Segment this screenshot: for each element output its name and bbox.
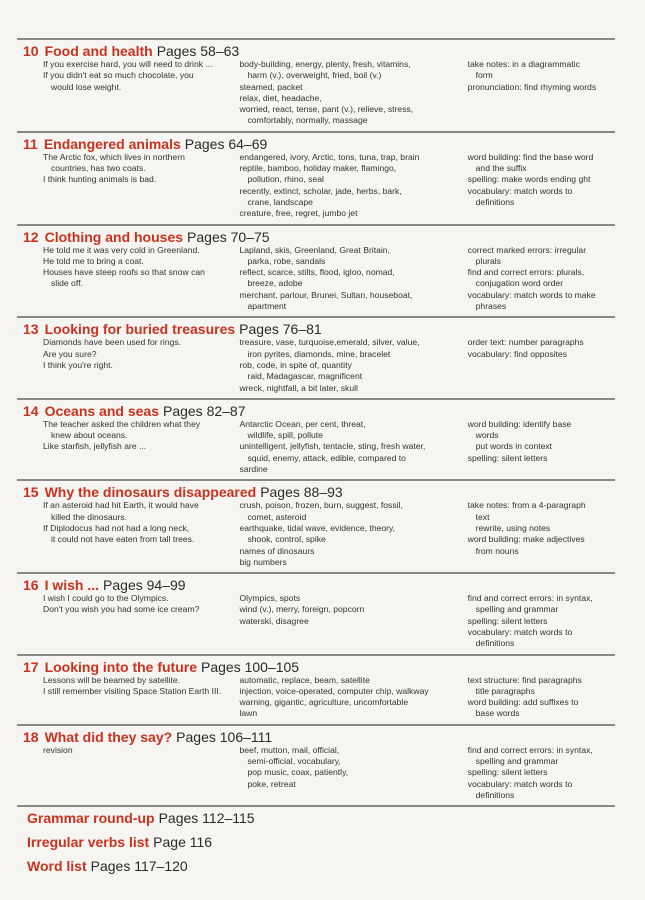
language-structures-column [23, 152, 239, 220]
text-line: pop music, coax, patiently, [247, 767, 349, 778]
text-line: body-building, energy, plenty, fresh, vitamins, [239, 59, 411, 69]
unit-columns [23, 245, 615, 313]
skills-column [454, 419, 615, 475]
text-line: Lessons will be beamed by satellite. [43, 674, 181, 685]
text-line: vocabulary: match words to [467, 626, 573, 637]
unit-number: 18 [23, 728, 39, 745]
unit-pages: Pages 100–105 [201, 658, 300, 675]
extra-section-heading [27, 855, 615, 879]
language-structures-column [23, 745, 239, 801]
unit-columns [23, 337, 615, 393]
unit-section [17, 224, 615, 317]
extra-section-heading [27, 807, 615, 831]
vocabulary-column [239, 245, 453, 313]
language-structures-column [23, 500, 239, 568]
unit-section [17, 38, 615, 131]
unit-title: Looking into the future [44, 658, 197, 675]
unit-columns [23, 675, 615, 720]
extra-pages: Page 116 [153, 834, 213, 851]
text-line: comfortably, normally, massage [247, 115, 368, 126]
language-structures-column [23, 337, 239, 393]
unit-number: 11 [23, 135, 38, 152]
extra-title: Word list [27, 858, 87, 875]
text-line: shook, control, spike [247, 534, 326, 545]
unit-pages: Pages 106–111 [176, 728, 273, 745]
text-line: words [475, 430, 499, 441]
text-line: unintelligent, jellyfish, tentacle, sting, fresh water, [239, 441, 426, 452]
units-list [17, 38, 615, 805]
unit-heading [23, 136, 615, 152]
text-line: spelling: silent letters [467, 452, 548, 463]
text-line: big numbers [239, 556, 287, 567]
text-line: word building: identify base [467, 418, 572, 429]
text-line: squid, enemy, attack, edible, compared to [247, 452, 406, 463]
language-structures-column [23, 59, 239, 127]
vocabulary-column [239, 337, 453, 393]
vocabulary-column [239, 593, 453, 649]
unit-heading [23, 659, 615, 675]
text-line: word building: make adjectives [467, 534, 585, 545]
text-line: from nouns [475, 545, 519, 556]
text-line: plurals [475, 255, 501, 266]
text-line: vocabulary: match words to make [467, 289, 596, 300]
text-line: raid, Madagascar, magnificent [247, 371, 363, 382]
unit-columns [23, 745, 615, 801]
text-line: reptile, bamboo, holiday maker, flamingo, [239, 163, 397, 174]
unit-number: 17 [23, 658, 39, 675]
unit-section [17, 572, 615, 653]
text-line: conjugation word order [475, 278, 564, 289]
text-line: title paragraphs [475, 685, 535, 696]
text-line: word building: find the base word [467, 151, 594, 162]
text-line: wreck, nightfall, a bit later, skull [239, 382, 358, 393]
unit-title: Clothing and houses [44, 228, 184, 245]
skills-column [454, 745, 615, 801]
text-line: would lose weight. [51, 81, 122, 92]
text-line: waterski, disagree [239, 615, 309, 626]
text-line: endangered, ivory, Arctic, tons, tuna, trap, brain [239, 151, 420, 162]
text-line: injection, voice-operated, computer chip, walkway [239, 685, 429, 696]
unit-section [17, 398, 615, 479]
text-line: take notes: from a 4-paragraph [467, 500, 586, 511]
text-line: Houses have steep roofs so that snow can [43, 267, 205, 278]
text-line: Olympics, spots [239, 593, 301, 604]
text-line: spelling: make words ending ght [467, 174, 591, 185]
skills-column [454, 593, 615, 649]
unit-title: What did they say? [44, 728, 173, 745]
skills-column [454, 245, 615, 313]
unit-heading [23, 229, 615, 245]
unit-columns [23, 152, 615, 220]
text-line: merchant, parlour, Brunei, Sultan, houseboat, [239, 289, 413, 300]
text-line: lawn [239, 708, 258, 719]
text-line: pronunciation: find rhyming words [467, 81, 597, 92]
text-line: breeze, adobe [247, 278, 303, 289]
text-line: it could not have eaten from tall trees. [51, 534, 195, 545]
unit-section [17, 654, 615, 724]
vocabulary-column [239, 152, 453, 220]
text-line: steamed, packet [239, 81, 303, 92]
unit-columns [23, 59, 615, 127]
vocabulary-column [239, 59, 453, 127]
contents-table [17, 38, 615, 879]
text-line: creature, free, regret, jumbo jet [239, 208, 358, 219]
language-structures-column [23, 675, 239, 720]
text-line: Don't you wish you had some ice cream? [43, 604, 200, 615]
unit-number: 10 [23, 43, 39, 59]
skills-column [454, 500, 615, 568]
text-line: names of dinosaurs [239, 545, 315, 556]
text-line: warning, gigantic, agriculture, uncomfortable [239, 697, 409, 708]
text-line: wildlife, spill, pollute [247, 430, 323, 441]
text-line: rob, code, in spite of, quantity [239, 359, 352, 370]
text-line: spelling: silent letters [467, 767, 548, 778]
unit-heading [23, 321, 615, 337]
text-line: If you exercise hard, you will need to drink ... [43, 59, 213, 69]
text-line: reflect, scarce, stilts, flood, igloo, nomad, [239, 267, 395, 278]
text-line: comet, asteroid [247, 511, 307, 522]
skills-column [454, 59, 615, 127]
text-line: relax, diet, headache, [239, 92, 322, 103]
text-line: form [475, 70, 493, 81]
unit-number: 16 [23, 577, 39, 594]
unit-title: Food and health [44, 43, 153, 59]
language-structures-column [23, 593, 239, 649]
unit-pages: Pages 94–99 [103, 577, 186, 594]
text-line: I think you're right. [43, 359, 113, 370]
text-line: crane, landscape [247, 196, 313, 207]
extras-list [17, 807, 615, 879]
text-line: worried, react, tense, pant (v.), relieve, stress, [239, 104, 414, 115]
extra-pages: Pages 117–120 [90, 858, 188, 875]
text-line: If you didn't eat so much chocolate, you [43, 70, 194, 81]
text-line: apartment [247, 301, 287, 312]
text-line: put words in context [475, 441, 553, 452]
text-line: sardine [239, 464, 268, 475]
text-line: crush, poison, frozen, burn, suggest, fossil, [239, 500, 403, 511]
text-line: definitions [475, 196, 515, 207]
unit-pages: Pages 58–63 [156, 43, 240, 59]
unit-section [17, 724, 615, 805]
unit-number: 15 [23, 484, 39, 501]
skills-column [454, 337, 615, 393]
unit-title: I wish ... [44, 577, 100, 594]
unit-number: 13 [23, 321, 39, 338]
text-line: countries, has two coats. [51, 163, 146, 174]
text-line: Antarctic Ocean, per cent, threat, [239, 418, 366, 429]
text-line: killed the dinosaurs. [51, 511, 127, 522]
text-line: find and correct errors: plurals, [467, 267, 585, 278]
text-line: spelling and grammar [475, 604, 559, 615]
unit-section [17, 316, 615, 397]
text-line: Diamonds have been used for rings. [43, 337, 182, 348]
text-line: phrases [475, 301, 507, 312]
text-line: The teacher asked the children what they [43, 418, 201, 429]
unit-pages: Pages 88–93 [260, 484, 343, 501]
unit-title: Why the dinosaurs disappeared [44, 484, 257, 501]
unit-pages: Pages 76–81 [239, 321, 322, 338]
vocabulary-column [239, 419, 453, 475]
text-line: revision [43, 744, 73, 755]
text-line: poke, retreat [247, 778, 296, 789]
extra-title: Irregular verbs list [27, 834, 150, 851]
text-line: find and correct errors: in syntax, [467, 744, 593, 755]
text-line: The Arctic fox, which lives in northern [43, 151, 185, 162]
text-line: Like starfish, jellyfish are ... [43, 441, 147, 452]
unit-number: 14 [23, 402, 39, 419]
text-line: spelling and grammar [475, 756, 559, 767]
text-line: I still remember visiting Space Station Earth III. [43, 685, 222, 696]
text-line: find and correct errors: in syntax, [467, 593, 593, 604]
text-line: He told me to bring a coat. [43, 255, 144, 266]
skills-column [454, 675, 615, 720]
text-line: semi-official, vocabulary, [247, 756, 341, 767]
extra-title: Grammar round-up [27, 810, 155, 827]
text-line: slide off. [51, 278, 83, 289]
extra-section-heading [27, 831, 615, 855]
text-line: If Diplodocus had not had a long neck, [43, 522, 190, 533]
unit-number: 12 [23, 228, 39, 245]
text-line: vocabulary: match words to [467, 185, 573, 196]
text-line: parka, robe, sandals [247, 255, 326, 266]
text-line: rewrite, using notes [475, 522, 551, 533]
unit-columns [23, 593, 615, 649]
unit-title: Oceans and seas [44, 402, 159, 419]
unit-section [17, 479, 615, 572]
text-line: definitions [475, 789, 515, 800]
unit-title: Endangered animals [43, 135, 181, 152]
text-line: earthquake, tidal wave, evidence, theory, [239, 522, 396, 533]
text-line: Lapland, skis, Greenland, Great Britain, [239, 244, 390, 255]
text-line: iron pyrites, diamonds, mine, bracelet [247, 348, 391, 359]
language-structures-column [23, 245, 239, 313]
text-line: word building: add suffixes to [467, 697, 579, 708]
text-line: I think hunting animals is bad. [43, 174, 157, 185]
skills-column [454, 152, 615, 220]
language-structures-column [23, 419, 239, 475]
text-line: take notes: in a diagrammatic [467, 59, 580, 69]
unit-heading [23, 729, 615, 745]
text-line: text [475, 511, 490, 522]
text-line: wind (v.), merry, foreign, popcorn [239, 604, 365, 615]
text-line: I wish I could go to the Olympics. [43, 593, 169, 604]
unit-heading [23, 43, 615, 59]
text-line: vocabulary: find opposites [467, 348, 568, 359]
text-line: text structure: find paragraphs [467, 674, 582, 685]
extra-pages: Pages 112–115 [158, 810, 255, 827]
unit-pages: Pages 64–69 [184, 135, 268, 152]
text-line: Are you sure? [43, 348, 97, 359]
text-line: recently, extinct, scholar, jade, herbs, bark, [239, 185, 402, 196]
unit-title: Looking for buried treasures [44, 321, 236, 338]
text-line: knew about oceans. [51, 430, 128, 441]
text-line: beef, mutton, mail, official, [239, 744, 340, 755]
text-line: definitions [475, 638, 515, 649]
text-line: If an asteroid had hit Earth, it would have [43, 500, 199, 511]
unit-heading [23, 577, 615, 593]
unit-heading [23, 403, 615, 419]
unit-pages: Pages 82–87 [162, 402, 246, 419]
unit-columns [23, 500, 615, 568]
text-line: correct marked errors: irregular [467, 244, 587, 255]
vocabulary-column [239, 675, 453, 720]
text-line: base words [475, 708, 520, 719]
text-line: automatic, replace, beam, satellite [239, 674, 370, 685]
text-line: treasure, vase, turquoise,emerald, silver, value, [239, 337, 420, 348]
vocabulary-column [239, 500, 453, 568]
text-line: pollution, rhino, seal [247, 174, 324, 185]
text-line: He told me it was very cold in Greenland. [43, 244, 200, 255]
vocabulary-column [239, 745, 453, 801]
unit-pages: Pages 70–75 [187, 228, 270, 245]
text-line: spelling: silent letters [467, 615, 548, 626]
unit-heading [23, 484, 615, 500]
unit-columns [23, 419, 615, 475]
text-line: vocabulary: match words to [467, 778, 573, 789]
text-line: harm (v.), overweight, fried, boil (v.) [247, 70, 382, 81]
unit-section [17, 131, 615, 224]
text-line: order text: number paragraphs [467, 337, 584, 348]
text-line: and the suffix [475, 163, 527, 174]
